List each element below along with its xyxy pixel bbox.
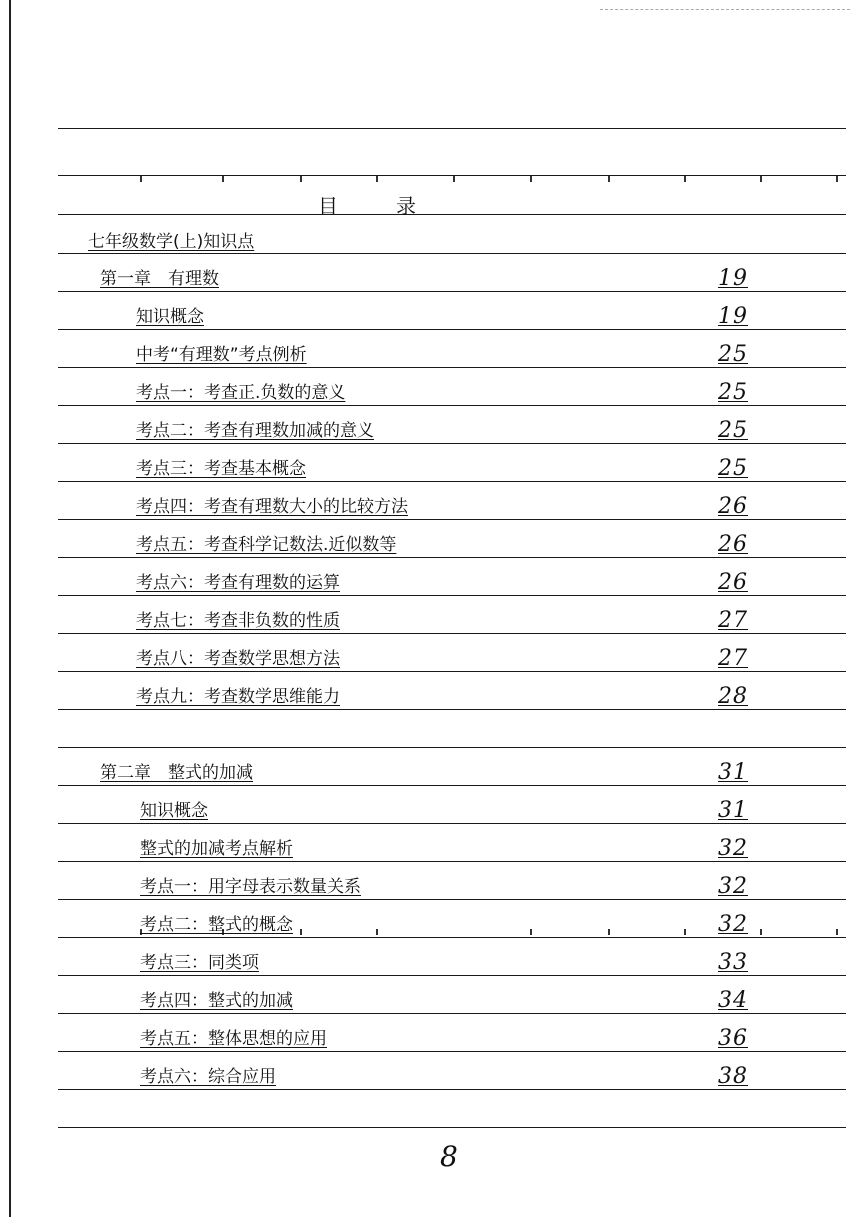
toc-item	[0, 643, 860, 673]
toc-item	[0, 871, 860, 901]
toc-item-page: 32	[718, 836, 748, 861]
tick-mark	[453, 176, 455, 182]
toc-item-page: 25	[718, 380, 748, 405]
top-dashed-line	[600, 9, 850, 10]
toc-item-page: 26	[718, 570, 748, 595]
toc-item	[0, 947, 860, 977]
toc-item-page: 25	[718, 342, 748, 367]
toc-item	[0, 909, 860, 939]
toc-item	[0, 605, 860, 635]
toc-item	[0, 301, 860, 331]
toc-item-page: 38	[718, 1064, 748, 1089]
toc-title: 目录	[318, 194, 474, 218]
toc-item-label: 中考“有理数”考点例析	[136, 345, 307, 365]
toc-item	[0, 377, 860, 407]
toc-item	[0, 567, 860, 597]
toc-item-label: 考点一：考查正.负数的意义	[136, 383, 346, 403]
tick-mark	[836, 176, 838, 182]
chapter-1-title: 第一章 有理数	[100, 269, 219, 289]
toc-item-page: 26	[718, 494, 748, 519]
toc-item	[0, 1061, 860, 1091]
toc-item-label: 考点三：同类项	[140, 953, 259, 973]
tick-mark	[140, 176, 142, 182]
toc-item-page: 25	[718, 418, 748, 443]
toc-item-label: 考点三：考查基本概念	[136, 459, 306, 479]
toc-item-page: 25	[718, 456, 748, 481]
toc-item-label: 考点五：考查科学记数法.近似数等	[136, 535, 397, 555]
section-label: 七年级数学(上)知识点	[88, 232, 255, 252]
toc-item	[0, 453, 860, 483]
chapter-2-title: 第二章 整式的加减	[100, 763, 253, 783]
toc-item-page: 32	[718, 912, 748, 937]
toc-item-page: 31	[718, 798, 748, 823]
chapter-1-page: 19	[718, 266, 748, 291]
toc-item	[0, 491, 860, 521]
chapter-2-page: 31	[718, 760, 748, 785]
ruled-line	[58, 747, 846, 748]
toc-item-label: 考点二：考查有理数加减的意义	[136, 421, 374, 441]
toc-item-page: 26	[718, 532, 748, 557]
ruled-line	[58, 1127, 846, 1128]
toc-item	[0, 681, 860, 711]
tick-mark	[684, 176, 686, 182]
toc-item-label: 考点一：用字母表示数量关系	[140, 877, 361, 897]
toc-item-label: 考点六：综合应用	[140, 1067, 276, 1087]
page-number: 8	[440, 1140, 458, 1173]
toc-item	[0, 415, 860, 445]
toc-item	[0, 339, 860, 369]
tick-mark	[760, 176, 762, 182]
toc-item-label: 考点四：考查有理数大小的比较方法	[136, 497, 408, 517]
toc-item	[0, 529, 860, 559]
toc-item-label: 整式的加减考点解析	[140, 839, 293, 859]
toc-item-page: 19	[718, 304, 748, 329]
toc-item-label: 考点九：考查数学思维能力	[136, 687, 340, 707]
toc-item-label: 知识概念	[140, 801, 208, 821]
ruled-line	[58, 175, 846, 176]
tick-mark	[608, 176, 610, 182]
toc-item-page: 32	[718, 874, 748, 899]
toc-section	[0, 226, 860, 256]
toc-chapter-1	[0, 263, 860, 293]
toc-item-page: 34	[718, 988, 748, 1013]
tick-mark	[530, 176, 532, 182]
toc-item	[0, 833, 860, 863]
toc-item	[0, 1023, 860, 1053]
tick-mark	[300, 176, 302, 182]
toc-item-label: 知识概念	[136, 307, 204, 327]
toc-item-page: 28	[718, 684, 748, 709]
toc-item-label: 考点四：整式的加减	[140, 991, 293, 1011]
toc-item-page: 33	[718, 950, 748, 975]
toc-item-label: 考点八：考查数学思想方法	[136, 649, 340, 669]
toc-item-page: 27	[718, 608, 748, 633]
toc-item-label: 考点六：考查有理数的运算	[136, 573, 340, 593]
toc-item	[0, 795, 860, 825]
toc-item-label: 考点五：整体思想的应用	[140, 1029, 327, 1049]
tick-mark	[376, 176, 378, 182]
toc-item	[0, 985, 860, 1015]
toc-item-label: 考点七：考查非负数的性质	[136, 611, 340, 631]
toc-item-label: 考点二：整式的概念	[140, 915, 293, 935]
toc-item-page: 36	[718, 1026, 748, 1051]
tick-mark	[222, 176, 224, 182]
toc-chapter-2	[0, 757, 860, 787]
ruled-line	[58, 128, 846, 129]
toc-item-page: 27	[718, 646, 748, 671]
